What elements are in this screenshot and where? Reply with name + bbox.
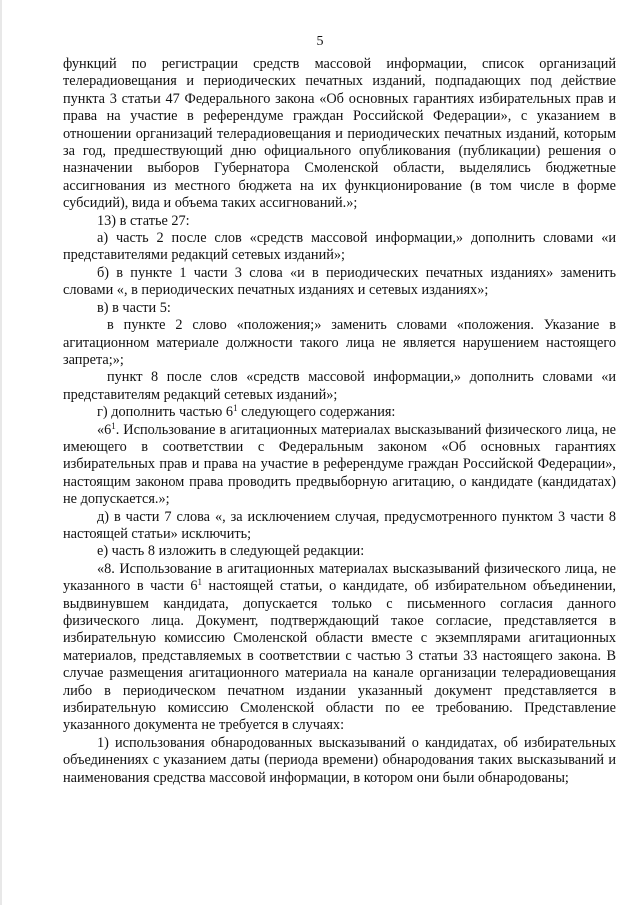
text-fragment: «6 <box>97 421 112 438</box>
paragraph-subitem-d: д) в части 7 слова «, за исключением случая, предусмотренного пунктом 3 части 8 настоящей статьи» исключить; <box>63 508 616 542</box>
paragraph-subitem-a: а) часть 2 после слов «средств массовой информации,» дополнить словами «и представителями редакций сетевых изданий»; <box>63 230 616 264</box>
paragraph-point-2: в пункте 2 слово «положения;» заменить словами «положения. Указание в агитационном материале должности такого лица не является нарушением настоящего запрета;»; <box>63 317 616 368</box>
text-fragment: г) дополнить частью 6 <box>97 404 234 421</box>
paragraph-part-6-1 <box>63 422 616 509</box>
page-number: 5 <box>316 34 324 49</box>
paragraph-subitem-e: е) часть 8 изложить в следующей редакции: <box>97 543 365 560</box>
document-body <box>63 56 616 787</box>
paragraph-item-13: 13) в статье 27: <box>97 212 190 229</box>
text-fragment: «8. Использование в агитационных материалах высказываний физического лица, не указанного в части 6 <box>63 560 616 595</box>
paragraph-point-8: пункт 8 после слов «средств массовой информации,» дополнить словами «и представителям редакций сетевых изданий»; <box>63 369 616 403</box>
paragraph-continuation: функций по регистрации средств массовой информации, список организаций телерадиовещания и периодических печатных изданий, подпадающих под действие пункта 3 статьи 47 Федерального закона «Об основных гарантиях избирательных прав и права на участие в референдуме граждан Российской Федерации», с указанием в отношении организаций телерадиовещания и периодических печатных изданий, которым за год, предшествующий дню официального опубликования (публикации) решения о назначении выборов Губернатора Смоленской области, выделялись бюджетные ассигнования из местного бюджета на их функционирование (в том числе в форме субсидий), вида и объема таких ассигнований.»; <box>63 56 616 212</box>
superscript: 1 <box>197 577 203 588</box>
superscript: 1 <box>233 403 238 414</box>
paragraph-part-8 <box>63 561 616 735</box>
paragraph-subitem-v: в) в части 5: <box>97 299 171 316</box>
text-fragment: . Использование в агитационных материалах высказываний физического лица, не имеющего в соответствии с Федеральным законом «Об основных гарантиях избирательных прав и права на участие в референдуме граждан Российской Федерации», настоящим законом права проводить предвыборную агитацию, о кандидате (кандидатах) не допускается.»; <box>63 421 616 508</box>
paragraph-subitem-g <box>63 404 616 421</box>
paragraph-subitem-b: б) в пункте 1 части 3 слова «и в периодических печатных изданиях» заменить словами «, в периодических печатных изданиях и сетевых изданиях»; <box>63 264 616 299</box>
text-fragment: настоящей статьи, о кандидате, об избирательном объединении, выдвинувшем кандидата, допускается только с письменного согласия данного физического лица. Документ, подтверждающий такое согласие, представляется в избирательную комиссию Смоленской области вместе с экземплярами агитационных материалов, представляемых в соответствии с частью 3 статьи 33 настоящего закона. В случае размещения агитационного материала на канале организации телерадиовещания либо в периодическом печатном издании указанный документ представляется в избирательную комиссию Смоленской области по ее требованию. Представление указанного документа не требуется в случаях: <box>63 578 616 734</box>
superscript: 1 <box>111 420 116 431</box>
scan-edge <box>0 0 2 905</box>
paragraph-case-1: 1) использования обнародованных высказываний о кандидатах, об избирательных объединениях с указанием даты (периода времени) обнародования таких высказываний и наименования средства массовой информации, в котором они были обнародованы; <box>63 734 616 786</box>
text-fragment: следующего содержания: <box>237 404 396 421</box>
